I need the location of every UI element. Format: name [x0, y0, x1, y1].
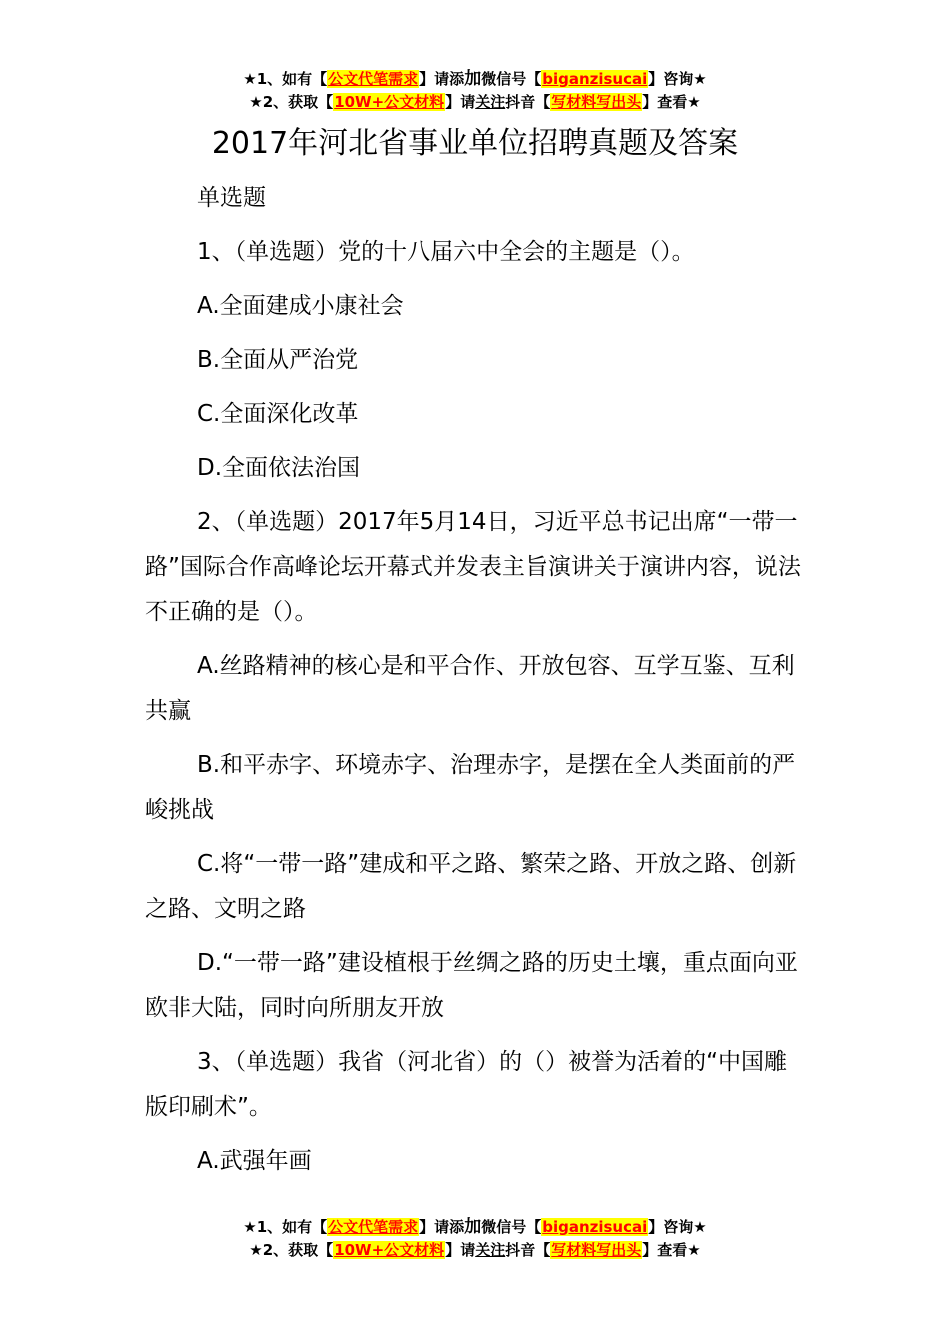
- banner-text: ★1、如有【: [243, 70, 328, 88]
- banner-line-2: [0, 91, 950, 114]
- highlight-writing-service: 公文代笔需求: [328, 1218, 419, 1236]
- question-1: 1、（单选题）党的十八届六中全会的主题是（）。: [197, 239, 695, 265]
- highlight-materials: 10W+公文材料: [334, 93, 445, 111]
- option-d: D.“一带一路”建设植根于丝绸之路的历史土壤，重点面向亚欧非大陆，同时向所朋友开放: [145, 950, 798, 1021]
- option-a: A.武强年画: [197, 1148, 312, 1174]
- banner-text: 】请添: [419, 1218, 465, 1236]
- banner-text: 加: [464, 1217, 482, 1237]
- banner-line-1: [0, 1216, 950, 1239]
- banner-text: 】查看★: [642, 93, 701, 111]
- option-b: B.和平赤字、环境赤字、治理赤字，是摆在全人类面前的严峻挑战: [145, 752, 796, 823]
- banner-text: 】请: [445, 93, 476, 111]
- banner-text: ★1、如有【: [243, 1218, 328, 1236]
- banner-text: 抖音【: [505, 1241, 551, 1259]
- highlight-douyin-account: 写材料写出头: [551, 93, 642, 111]
- highlight-materials: 10W+公文材料: [334, 1241, 445, 1259]
- highlight-writing-service: 公文代笔需求: [328, 70, 419, 88]
- option-a: A.全面建成小康社会: [197, 293, 404, 319]
- banner-text: ★2、获取【: [249, 1241, 334, 1259]
- banner-text: 】咨询★: [648, 1218, 707, 1236]
- banner-text: 】查看★: [642, 1241, 701, 1259]
- banner-text: 加: [464, 69, 482, 89]
- banner-text: 微信号【: [481, 1218, 542, 1236]
- option-d: D.全面依法治国: [197, 455, 361, 481]
- header-banner: [0, 68, 950, 114]
- option-c: C.全面深化改革: [197, 401, 359, 427]
- banner-line-2: [0, 1239, 950, 1262]
- option-c: C.将“一带一路”建成和平之路、繁荣之路、开放之路、创新之路、文明之路: [145, 851, 797, 922]
- banner-text: 微信号【: [481, 70, 542, 88]
- banner-text: 关注: [475, 93, 506, 111]
- document-body: [145, 176, 810, 1193]
- banner-text: 】咨询★: [648, 70, 707, 88]
- question-3: 3、（单选题）我省（河北省）的（）被誉为活着的“中国雕版印刷术”。: [145, 1049, 788, 1120]
- section-heading: 单选题: [197, 185, 266, 211]
- banner-text: ★2、获取【: [249, 93, 334, 111]
- footer-banner: [0, 1216, 950, 1262]
- document-title: 2017年河北省事业单位招聘真题及答案: [211, 126, 739, 161]
- option-b: B.全面从严治党: [197, 347, 359, 373]
- highlight-wechat-id: biganzisucai: [542, 70, 648, 88]
- question-2: 2、（单选题）2017年5月14日，习近平总书记出席“一带一路”国际合作高峰论坛开幕式并发表主旨演讲关于演讲内容，说法不正确的是（）。: [145, 509, 801, 625]
- banner-text: 】请: [445, 1241, 476, 1259]
- banner-text: 抖音【: [505, 93, 551, 111]
- banner-text: 】请添: [419, 70, 465, 88]
- banner-text: 关注: [475, 1241, 506, 1259]
- option-a: A.丝路精神的核心是和平合作、开放包容、互学互鉴、互利共赢: [145, 653, 795, 724]
- highlight-douyin-account: 写材料写出头: [551, 1241, 642, 1259]
- highlight-wechat-id: biganzisucai: [542, 1218, 648, 1236]
- banner-line-1: [0, 68, 950, 91]
